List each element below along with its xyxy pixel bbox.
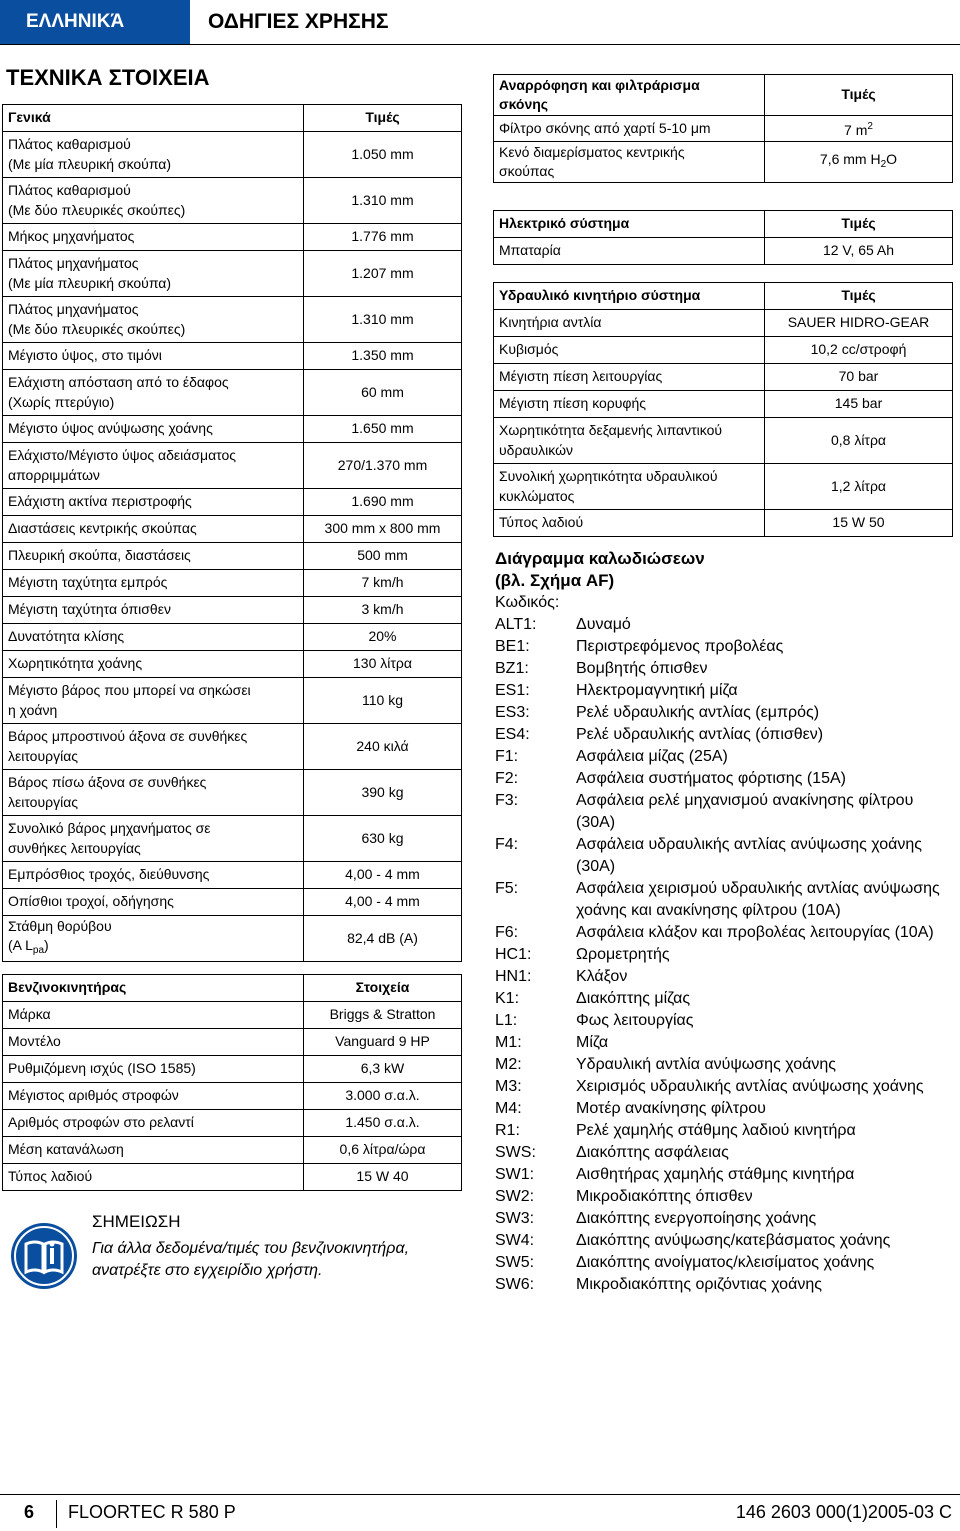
row-label-line: (Χωρίς πτερύγιο) xyxy=(8,393,115,410)
row-value: 10,2 cc/στροφή xyxy=(765,337,953,364)
list-item xyxy=(495,1230,955,1252)
row-value: 70 bar xyxy=(765,364,953,391)
list-item xyxy=(495,724,955,746)
list-item xyxy=(495,746,955,768)
row-value: 270/1.370 mm xyxy=(304,443,462,489)
row-label-line: απορριμμάτων xyxy=(8,466,100,483)
row-label-line: (A $L_{pa}$) xyxy=(8,937,49,956)
table-row xyxy=(3,624,462,651)
row-label: Μήκος μηχανήματος xyxy=(3,224,304,251)
row-value: 1.450 σ.α.λ. xyxy=(304,1110,462,1137)
page-footer xyxy=(0,1496,960,1528)
item-description: Μοτέρ ανακίνησης φίλτρου xyxy=(576,1100,766,1117)
row-label-line: Πλάτος μηχανήματος xyxy=(8,301,139,317)
row-label: Ελάχιστη ακτίνα περιστροφής xyxy=(3,489,304,516)
item-code: ALT1: xyxy=(495,616,537,633)
row-value: 60 mm xyxy=(304,370,462,416)
column-header: Υδραυλικό κινητήριο σύστημα xyxy=(494,283,765,310)
row-label: Μάρκα xyxy=(3,1002,304,1029)
row-value: 145 bar xyxy=(765,391,953,418)
row-value: 0,8 λίτρα xyxy=(765,418,953,464)
table-row xyxy=(3,889,462,916)
row-label-line: Πλάτος μηχανήματος xyxy=(8,255,139,271)
item-description: Μίζα xyxy=(576,1034,609,1051)
row-value: 1,2 λίτρα xyxy=(765,464,953,510)
item-code: SW2: xyxy=(495,1188,535,1205)
table-header-row xyxy=(494,211,953,238)
row-label: Μέγιστη ταχύτητα εμπρός xyxy=(3,570,304,597)
row-label: Μοντέλο xyxy=(3,1029,304,1056)
row-label xyxy=(3,678,304,724)
row-label: Εμπρόσθιος τροχός, διεύθυνσης xyxy=(3,862,304,889)
table-row xyxy=(3,516,462,543)
row-label-line: (Με δύο πλευρικές σκούπες) xyxy=(8,320,186,337)
row-value: 1.310 mm xyxy=(304,178,462,224)
table-row: Φίλτρο σκόνης από χαρτί 5-10 μm 7 $m^2$ xyxy=(494,116,953,142)
row-label-line: Συνολικό βάρος μηχανήματος σε xyxy=(8,820,211,836)
table-row xyxy=(494,337,953,364)
row-value: 20% xyxy=(304,624,462,651)
row-label: Τύπος λαδιού xyxy=(494,510,765,537)
row-label xyxy=(3,178,304,224)
list-item xyxy=(495,1010,955,1032)
item-code: M4: xyxy=(495,1100,522,1117)
item-description: Ρελέ υδραυλικής αντλίας (όπισθεν) xyxy=(576,726,824,743)
footer-separator xyxy=(56,1500,57,1528)
row-label-line: συνθήκες λειτουργίας xyxy=(8,839,141,856)
row-value: 12 V, 65 Ah xyxy=(765,238,953,265)
table-row xyxy=(494,310,953,337)
row-value: 1.050 mm xyxy=(304,132,462,178)
row-label: Αριθμός στροφών στο ρελαντί xyxy=(3,1110,304,1137)
row-label: Μέγιστο ύψος, στο τιμόνι xyxy=(3,343,304,370)
list-item xyxy=(495,1274,955,1296)
row-value: Vanguard 9 HP xyxy=(304,1029,462,1056)
item-description: Χειρισμός υδραυλικής αντλίας ανύψωσης χοάνης xyxy=(576,1078,924,1095)
row-label: Μέγιστη πίεση λειτουργίας xyxy=(494,364,765,391)
general-specs-table xyxy=(2,104,462,962)
wiring-title: Διάγραμμα καλωδιώσεων xyxy=(495,549,705,568)
header-divider xyxy=(0,44,960,45)
row-label xyxy=(3,816,304,862)
list-item xyxy=(495,1076,955,1098)
list-item xyxy=(495,1054,955,1076)
row-label xyxy=(3,297,304,343)
row-value: 110 kg xyxy=(304,678,462,724)
item-description: Ασφάλεια μίζας (25A) xyxy=(576,748,728,765)
column-header: Βενζινοκινητήρας xyxy=(3,975,304,1002)
table-row xyxy=(494,364,953,391)
model-name: FLOORTEC R 580 P xyxy=(68,1502,236,1522)
row-label: Μέγιστη πίεση κορυφής xyxy=(494,391,765,418)
table-row xyxy=(3,724,462,770)
column-header: Τιμές xyxy=(304,105,462,132)
table-row xyxy=(3,178,462,224)
table-row xyxy=(3,343,462,370)
list-item xyxy=(495,1208,955,1230)
list-item xyxy=(495,680,955,702)
row-value: 4,00 - 4 mm xyxy=(304,862,462,889)
row-value: 1.310 mm xyxy=(304,297,462,343)
item-description: Διακόπτης ασφάλειας xyxy=(576,1144,729,1161)
row-value: 1.690 mm xyxy=(304,489,462,516)
document-title: ΟΔΗΓΙΕΣ ΧΡΗΣΗΣ xyxy=(208,10,389,33)
item-description: Υδραυλική αντλία ανύψωσης χοάνης xyxy=(576,1056,836,1073)
item-description: Ασφάλεια συστήματος φόρτισης (15A) xyxy=(576,770,846,787)
row-label-line: λειτουργίας xyxy=(8,793,79,810)
table-row xyxy=(3,1164,462,1191)
row-label xyxy=(3,724,304,770)
item-code: BZ1: xyxy=(495,660,529,677)
table-row xyxy=(3,370,462,416)
row-label: Κυβισμός xyxy=(494,337,765,364)
item-description: Ασφάλεια υδραυλικής αντλίας ανύψωσης χοάνης (30A) xyxy=(576,836,923,875)
row-label xyxy=(494,464,765,510)
item-description: Διακόπτης ανοίγματος/κλεισίματος χοάνης xyxy=(576,1254,875,1271)
table-row xyxy=(3,770,462,816)
item-code: SW4: xyxy=(495,1232,535,1249)
item-code: K1: xyxy=(495,990,520,1007)
column-header: Ηλεκτρικό σύστημα xyxy=(494,211,765,238)
row-value: 0,6 λίτρα/ώρα xyxy=(304,1137,462,1164)
row-label xyxy=(3,443,304,489)
table-row xyxy=(3,1056,462,1083)
row-value: SAUER HIDRO-GEAR xyxy=(765,310,953,337)
row-label-line: (Με μία πλευρική σκούπα) xyxy=(8,274,172,291)
item-description: Μικροδιακόπτης όπισθεν xyxy=(576,1188,753,1205)
item-code: SW6: xyxy=(495,1276,535,1293)
list-item xyxy=(495,1252,955,1274)
item-description: Ασφάλεια χειρισμού υδραυλικής αντλίας ανύψωσης χοάνης και ανακίνησης φίλτρου (10A) xyxy=(576,880,940,919)
row-label: Ρυθμιζόμενη ισχύς (ISO 1585) xyxy=(3,1056,304,1083)
table-row xyxy=(3,416,462,443)
table-header-row xyxy=(3,105,462,132)
list-item xyxy=(495,1098,955,1120)
row-value: 6,3 kW xyxy=(304,1056,462,1083)
item-description: Ρελέ υδραυλικής αντλίας (εμπρός) xyxy=(576,704,820,721)
item-description: Αισθητήρας χαμηλής στάθμης κινητήρα xyxy=(576,1166,855,1183)
language-tab: ΕΛΛΗΝΙΚΆ xyxy=(0,0,190,44)
item-code: F4: xyxy=(495,836,519,853)
row-label-line: κυκλώματος xyxy=(499,487,575,504)
table-row xyxy=(494,238,953,265)
row-value: 15 W 50 xyxy=(765,510,953,537)
row-label-line: Πλάτος καθαρισμού xyxy=(8,136,131,152)
table-row xyxy=(3,597,462,624)
note-box xyxy=(10,1212,460,1292)
table-row xyxy=(3,443,462,489)
item-description: Διακόπτης ενεργοποίησης χοάνης xyxy=(576,1210,817,1227)
item-code: F1: xyxy=(495,748,519,765)
list-item xyxy=(495,944,955,966)
list-item xyxy=(495,922,955,944)
column-header: Στοιχεία xyxy=(304,975,462,1002)
list-item xyxy=(495,1142,955,1164)
row-label: Κινητήρια αντλία xyxy=(494,310,765,337)
table-row xyxy=(3,297,462,343)
row-label: Δυνατότητα κλίσης xyxy=(3,624,304,651)
row-label xyxy=(494,418,765,464)
row-label-line: (Με μία πλευρική σκούπα) xyxy=(8,155,172,172)
item-description: Ασφάλεια ρελέ μηχανισμού ανακίνησης φίλτρου (30A) xyxy=(576,792,914,831)
item-description: Κλάξον xyxy=(576,968,628,985)
row-label-line: (Με δύο πλευρικές σκούπες) xyxy=(8,201,186,218)
table-row xyxy=(3,489,462,516)
row-value: 4,00 - 4 mm xyxy=(304,889,462,916)
table-row: Κενό διαμερίσματος κεντρικής σκούπας 7,6 mm $H_2O$ xyxy=(494,142,953,183)
note-text: Για άλλα δεδομένα/τιμές του βενζινοκινητήρα, ανατρέξτε στο εγχειρίδιο χρήστη. xyxy=(92,1240,410,1279)
item-code: SW3: xyxy=(495,1210,535,1227)
column-header: Τιμές xyxy=(765,211,953,238)
table-header-row xyxy=(3,975,462,1002)
footer-divider xyxy=(0,1494,960,1495)
table-row xyxy=(3,543,462,570)
item-code: ES1: xyxy=(495,682,530,699)
row-label-line: Βάρος μπροστινού άξονα σε συνθήκες xyxy=(8,728,248,744)
list-item xyxy=(495,988,955,1010)
table-row xyxy=(3,224,462,251)
item-code: F3: xyxy=(495,792,519,809)
item-code: F2: xyxy=(495,770,519,787)
hydraulic-specs-table xyxy=(493,282,953,537)
row-label: Πλευρική σκούπα, διαστάσεις xyxy=(3,543,304,570)
table-header-row xyxy=(494,283,953,310)
item-code: M2: xyxy=(495,1056,522,1073)
row-value: 240 κιλά xyxy=(304,724,462,770)
document-number: 146 2603 000(1)2005-03 C xyxy=(735,1502,952,1522)
table-row xyxy=(3,1137,462,1164)
list-item xyxy=(495,966,955,988)
item-description: Μικροδιακόπτης οριζόντιας χοάνης xyxy=(576,1276,822,1293)
page-number: 6 xyxy=(24,1502,35,1522)
row-label-line: λειτουργίας xyxy=(8,747,79,764)
row-value: 390 kg xyxy=(304,770,462,816)
item-code: HN1: xyxy=(495,968,532,985)
list-item xyxy=(495,834,955,878)
item-code: HC1: xyxy=(495,946,532,963)
column-header: Γενικά xyxy=(3,105,304,132)
list-item xyxy=(495,1120,955,1142)
table-row xyxy=(494,418,953,464)
row-label: Μέγιστη ταχύτητα όπισθεν xyxy=(3,597,304,624)
table-row xyxy=(3,1029,462,1056)
table-row xyxy=(494,391,953,418)
item-code: F5: xyxy=(495,880,519,897)
row-label-line: Ελάχιστη απόσταση από το έδαφος xyxy=(8,374,229,390)
note-title: ΣΗΜΕΙΩΣΗ xyxy=(92,1212,181,1231)
list-item xyxy=(495,1186,955,1208)
row-label xyxy=(3,770,304,816)
wiring-subtitle: (βλ. Σχήμα AF) xyxy=(495,571,615,590)
row-label xyxy=(3,251,304,297)
row-label-line: Ελάχιστο/Μέγιστο ύψος αδειάσματος xyxy=(8,447,237,463)
row-label xyxy=(3,132,304,178)
table-row xyxy=(3,251,462,297)
item-description: Φως λειτουργίας xyxy=(576,1012,694,1029)
electric-specs-table xyxy=(493,210,953,265)
row-label-line: Χωρητικότητα δεξαμενής λιπαντικού xyxy=(499,422,723,438)
row-value: 1.776 mm xyxy=(304,224,462,251)
list-item xyxy=(495,636,955,658)
row-value: 82,4 dB (A) xyxy=(304,916,462,962)
table-row xyxy=(3,651,462,678)
item-code: R1: xyxy=(495,1122,520,1139)
row-value: 1.350 mm xyxy=(304,343,462,370)
item-description: Δυναμό xyxy=(576,616,631,633)
list-item xyxy=(495,1164,955,1186)
codes-label: Κωδικός: xyxy=(495,594,560,611)
item-code: SW1: xyxy=(495,1166,535,1183)
list-item xyxy=(495,1032,955,1054)
row-label-line: η χοάνη xyxy=(8,701,58,718)
item-description: Βομβητής όπισθεν xyxy=(576,660,708,677)
item-code: SW5: xyxy=(495,1254,535,1271)
table-row xyxy=(3,916,462,962)
item-code: SWS: xyxy=(495,1144,536,1161)
item-description: Ηλεκτρομαγνητική μίζα xyxy=(576,682,738,699)
row-value: Briggs & Stratton xyxy=(304,1002,462,1029)
row-label xyxy=(3,916,304,962)
item-description: Περιστρεφόμενος προβολέας xyxy=(576,638,784,655)
item-description: Ασφάλεια κλάξον και προβολέας λειτουργίας (10A) xyxy=(576,924,934,941)
table-row xyxy=(3,1083,462,1110)
list-item xyxy=(495,614,955,636)
row-label: Μέση κατανάλωση xyxy=(3,1137,304,1164)
item-description: Διακόπτης μίζας xyxy=(576,990,691,1007)
column-header: Τιμές xyxy=(765,283,953,310)
table-row xyxy=(3,1110,462,1137)
item-description: Διακόπτης ανύψωσης/κατεβάσματος χοάνης xyxy=(576,1232,891,1249)
table-row xyxy=(494,464,953,510)
row-value: 3.000 σ.α.λ. xyxy=(304,1083,462,1110)
table-row xyxy=(3,678,462,724)
list-item xyxy=(495,768,955,790)
list-item xyxy=(495,878,955,922)
table-row xyxy=(494,510,953,537)
table-row xyxy=(3,570,462,597)
list-item xyxy=(495,658,955,680)
table-row xyxy=(3,816,462,862)
item-code: F6: xyxy=(495,924,519,941)
page-header xyxy=(0,0,960,44)
item-code: BE1: xyxy=(495,638,530,655)
row-label: Μέγιστο ύψος ανύψωσης χοάνης xyxy=(3,416,304,443)
table-row xyxy=(3,862,462,889)
item-code: L1: xyxy=(495,1012,518,1029)
engine-specs-table xyxy=(2,974,462,1191)
row-value: 7 km/h xyxy=(304,570,462,597)
page-title: ΤΕΧΝΙΚΑ ΣΤΟΙΧΕΙΑ xyxy=(6,65,210,90)
list-item xyxy=(495,790,955,834)
row-label: Χωρητικότητα χοάνης xyxy=(3,651,304,678)
table-row xyxy=(3,1002,462,1029)
row-label: Οπίσθιοι τροχοί, οδήγησης xyxy=(3,889,304,916)
row-label-line: Συνολική χωρητικότητα υδραυλικού xyxy=(499,468,718,484)
item-code: M3: xyxy=(495,1078,522,1095)
row-label: Μπαταρία xyxy=(494,238,765,265)
list-item xyxy=(495,702,955,724)
table-header-row: Αναρρόφηση και φιλτράρισμα σκόνης Τιμές xyxy=(494,75,953,116)
read-manual-icon xyxy=(10,1222,78,1290)
row-label-line: Στάθμη θορύβου xyxy=(8,917,112,934)
row-label: Μέγιστος αριθμός στροφών xyxy=(3,1083,304,1110)
item-description: Ρελέ χαμηλής στάθμης λαδιού κινητήρα xyxy=(576,1122,856,1139)
item-description: Ωρομετρητής xyxy=(576,946,670,963)
row-value: 1.207 mm xyxy=(304,251,462,297)
row-value: 3 km/h xyxy=(304,597,462,624)
row-label xyxy=(3,370,304,416)
row-label: Διαστάσεις κεντρικής σκούπας xyxy=(3,516,304,543)
item-code: ES4: xyxy=(495,726,530,743)
row-label: Τύπος λαδιού xyxy=(3,1164,304,1191)
row-label-line: Βάρος πίσω άξονα σε συνθήκες xyxy=(8,774,207,790)
row-value: 630 kg xyxy=(304,816,462,862)
table-row xyxy=(3,132,462,178)
row-value: 130 λίτρα xyxy=(304,651,462,678)
row-label-line: Μέγιστο βάρος που μπορεί να σηκώσει xyxy=(8,682,251,698)
row-value: 15 W 40 xyxy=(304,1164,462,1191)
row-label-line: Πλάτος καθαρισμού xyxy=(8,182,131,198)
row-value: 1.650 mm xyxy=(304,416,462,443)
dust-specs-table xyxy=(493,74,953,183)
wiring-diagram-legend xyxy=(495,548,955,1296)
item-code: ES3: xyxy=(495,704,530,721)
row-value: 500 mm xyxy=(304,543,462,570)
row-label-line: υδραυλικών xyxy=(499,441,574,458)
item-code: M1: xyxy=(495,1034,522,1051)
row-value: 300 mm x 800 mm xyxy=(304,516,462,543)
